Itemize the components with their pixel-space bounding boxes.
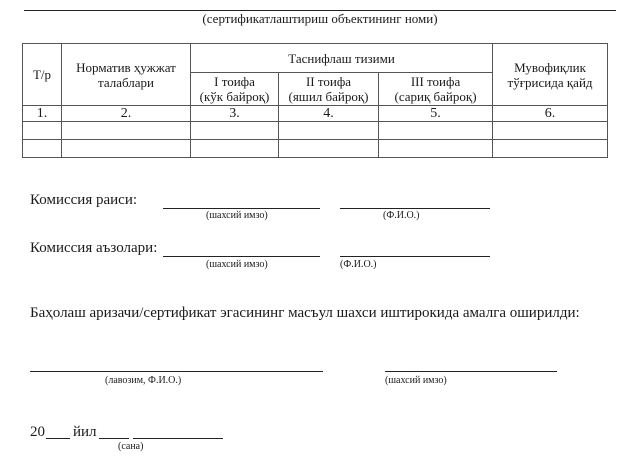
members-signature-line[interactable]	[163, 256, 320, 257]
position-name-line[interactable]	[30, 371, 323, 372]
responsible-signature-line[interactable]	[385, 371, 557, 372]
table-cell[interactable]	[279, 122, 379, 140]
table-cell[interactable]	[62, 140, 191, 158]
column-number: 2.	[62, 106, 191, 122]
year-blank-line[interactable]	[46, 438, 70, 439]
table-cell[interactable]	[191, 140, 279, 158]
table-cell[interactable]	[493, 140, 608, 158]
subheader-category-2: II тоифа (яшил байроқ)	[279, 73, 379, 106]
table-row	[23, 140, 608, 158]
chairman-label: Комиссия раиси:	[30, 192, 138, 208]
column-number: 5.	[379, 106, 493, 122]
table-cell[interactable]	[191, 122, 279, 140]
members-name-caption: (Ф.И.О.)	[340, 259, 377, 270]
header-conformity: Мувофиқлик тўғрисида қайд	[493, 44, 608, 106]
chairman-name-line[interactable]	[340, 208, 490, 209]
table-cell[interactable]	[379, 122, 493, 140]
header-classification: Таснифлаш тизими	[191, 44, 493, 73]
year-word: йил	[73, 424, 97, 440]
subheader-category-3: III тоифа (сариқ байроқ)	[379, 73, 493, 106]
object-name-caption: (сертификатлаштириш объектининг номи)	[202, 11, 438, 26]
table-cell[interactable]	[493, 122, 608, 140]
subheader-category-1: I тоифа (кўк байроқ)	[191, 73, 279, 106]
table-cell[interactable]	[23, 140, 62, 158]
table-cell[interactable]	[23, 122, 62, 140]
month-blank-line[interactable]	[133, 438, 223, 439]
table-row	[23, 122, 608, 140]
responsible-signature-caption: (шахсий имзо)	[385, 375, 447, 386]
column-number: 1.	[23, 106, 62, 122]
members-signature-caption: (шахсий имзо)	[206, 259, 268, 270]
assessment-statement: Баҳолаш аризачи/сертификат эгасининг масъул шахси иштирокида амалга оширилди:	[30, 305, 580, 321]
column-number-row	[23, 106, 608, 122]
classification-table	[22, 43, 608, 158]
members-name-line[interactable]	[340, 256, 490, 257]
column-number: 4.	[279, 106, 379, 122]
date-caption: (сана)	[118, 441, 144, 452]
table-cell[interactable]	[279, 140, 379, 158]
chairman-signature-line[interactable]	[163, 208, 320, 209]
chairman-signature-caption: (шахсий имзо)	[206, 210, 268, 221]
table-header-row	[23, 44, 608, 73]
column-number: 3.	[191, 106, 279, 122]
day-blank-line[interactable]	[99, 438, 129, 439]
members-label: Комиссия аъзолари:	[30, 240, 158, 256]
table-cell[interactable]	[62, 122, 191, 140]
column-number: 6.	[493, 106, 608, 122]
header-requirements: Норматив ҳужжат талаблари	[62, 44, 191, 106]
table-cell[interactable]	[379, 140, 493, 158]
header-number: Т/р	[23, 44, 62, 106]
position-name-caption: (лавозим, Ф.И.О.)	[105, 375, 182, 386]
year-prefix: 20	[30, 424, 45, 440]
chairman-name-caption: (Ф.И.О.)	[383, 210, 420, 221]
